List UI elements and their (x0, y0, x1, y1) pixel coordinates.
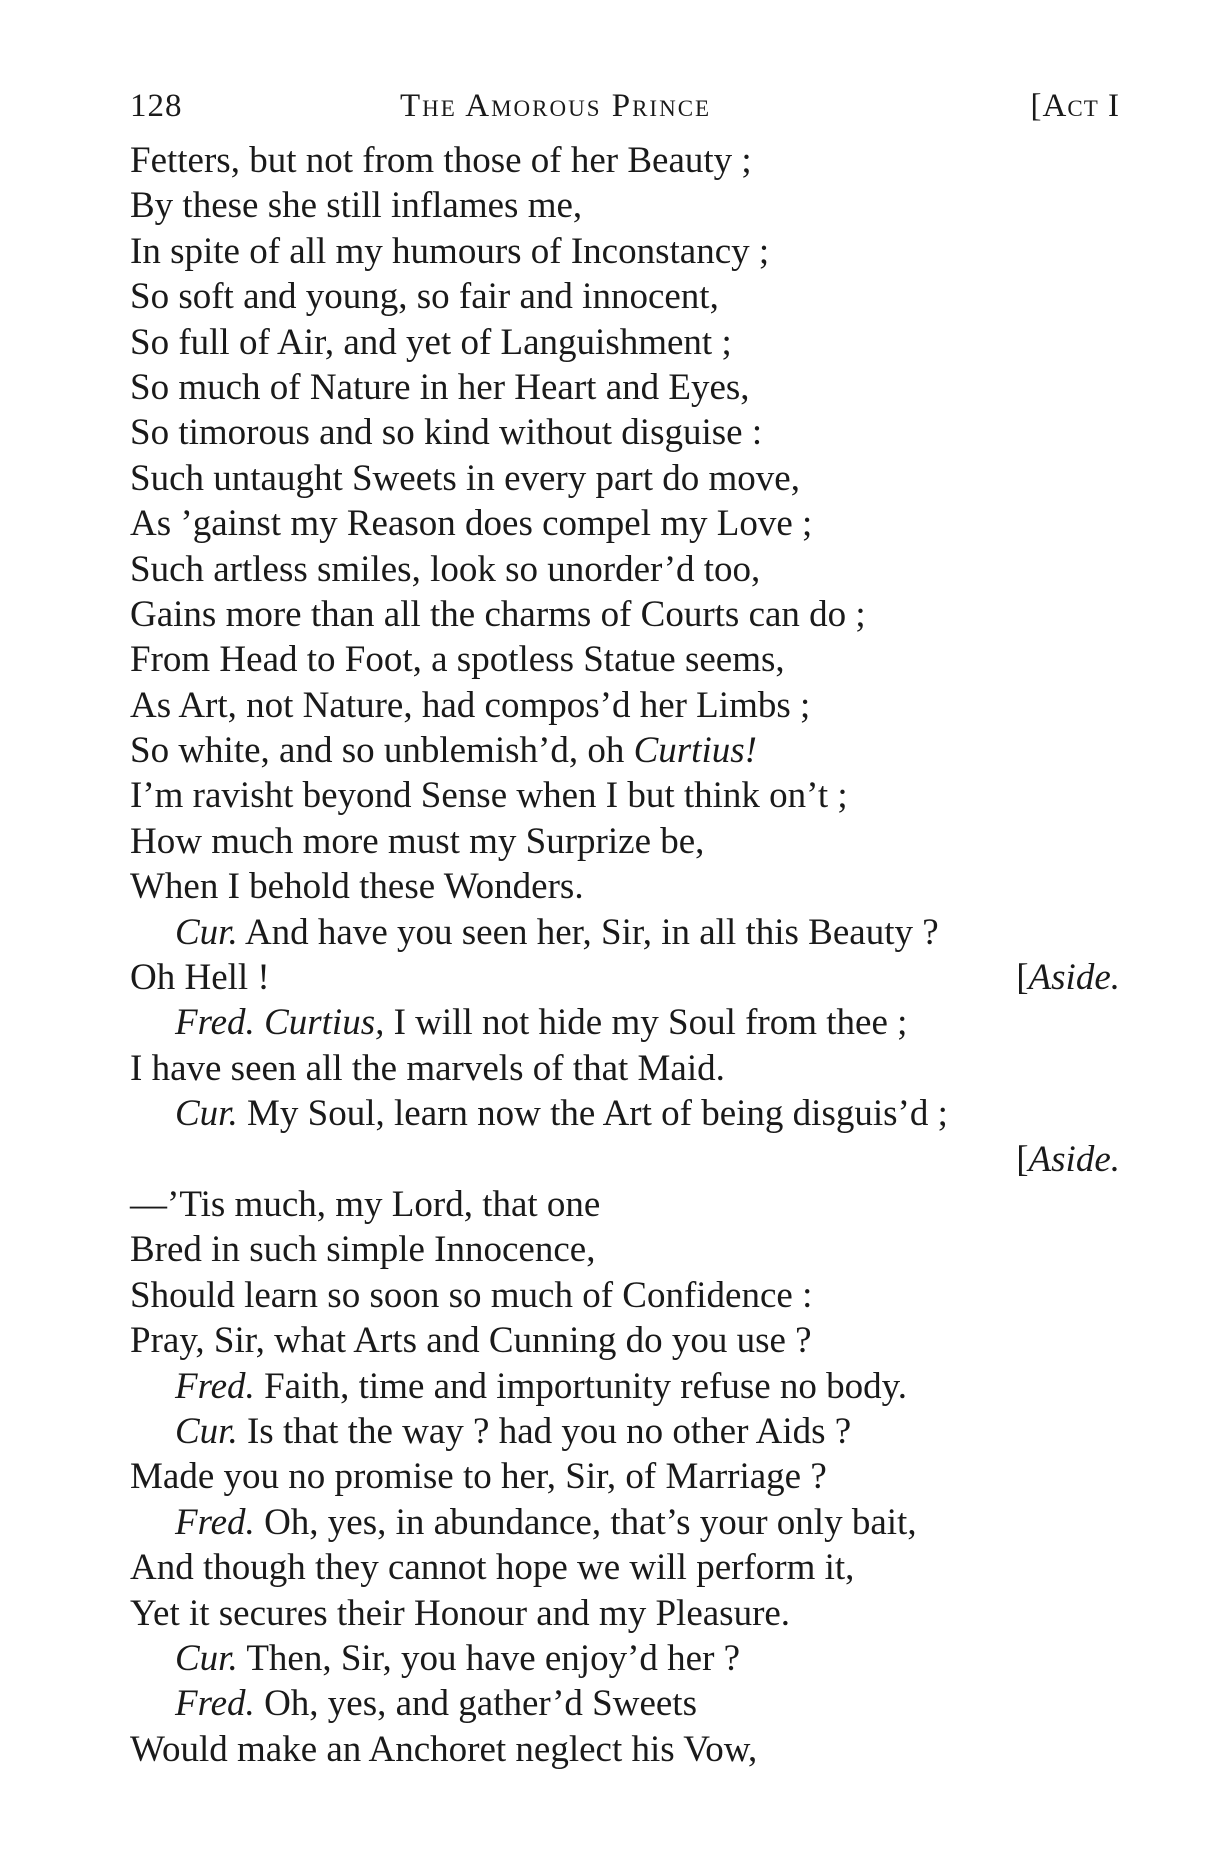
line-text: Is that the way ? had you no other Aids ? (237, 1410, 852, 1452)
line-text: My Soul, learn now the Art of being disguis’d ; (237, 1093, 948, 1135)
stage-direction-text: Aside. (1028, 1138, 1120, 1180)
verse-line (130, 728, 1120, 773)
speaker-label: Fred. (175, 1365, 255, 1407)
speech-line (130, 1500, 1120, 1545)
speaker-label: Cur. (175, 1093, 238, 1135)
verse-line: From Head to Foot, a spotless Statue seems, (130, 639, 785, 681)
line-text: Faith, time and importunity refuse no body. (254, 1365, 908, 1407)
verse-line: In spite of all my humours of Inconstancy ; (130, 230, 770, 272)
character-name: Curtius! (633, 730, 757, 772)
verse-line: So much of Nature in her Heart and Eyes, (130, 366, 750, 408)
speaker-label: Cur. (175, 1637, 238, 1679)
stage-direction-line (130, 1137, 1120, 1182)
verse-line: When I behold these Wonders. (130, 866, 584, 908)
verse-line: So full of Air, and yet of Languishment ; (130, 321, 732, 363)
verse-line: Gains more than all the charms of Courts can do ; (130, 593, 866, 635)
verse-line: Pray, Sir, what Arts and Cunning do you use ? (130, 1320, 812, 1362)
verse-line (130, 955, 1120, 1000)
stage-direction-bracket: [ (1016, 957, 1029, 999)
speaker-label: Fred. (175, 1002, 255, 1044)
speaker-label: Cur. (175, 911, 238, 953)
verse-line: So soft and young, so fair and innocent, (130, 276, 719, 318)
page-number: 128 (130, 88, 183, 124)
verse-line: Such artless smiles, look so unorder’d too, (130, 548, 761, 590)
line-text: And have you seen her, Sir, in all this Beauty ? (237, 911, 939, 953)
line-text: Then, Sir, you have enjoy’d her ? (237, 1637, 741, 1679)
stage-direction-aside (1016, 955, 1120, 1000)
verse-line: Bred in such simple Innocence, (130, 1229, 596, 1271)
speech-line (130, 1000, 1120, 1045)
line-text: Oh, yes, and gather’d Sweets (254, 1683, 697, 1725)
verse-line: I have seen all the marvels of that Maid. (130, 1047, 725, 1089)
verse-line: As Art, not Nature, had compos’d her Limbs ; (130, 684, 811, 726)
play-text (130, 138, 1120, 1772)
speech-line (130, 1091, 1120, 1136)
verse-line: —’Tis much, my Lord, that one (130, 1183, 601, 1225)
line-text: Oh Hell ! (130, 957, 270, 999)
speaker-label: Cur. (175, 1410, 238, 1452)
line-text: I will not hide my Soul from thee ; (384, 1002, 908, 1044)
act-label: [Act I (1030, 88, 1120, 124)
stage-direction-bracket: [ (1016, 1138, 1029, 1180)
verse-line: Made you no promise to her, Sir, of Marriage ? (130, 1456, 827, 1498)
speaker-label: Fred. (175, 1501, 255, 1543)
line-text (255, 1002, 264, 1043)
speech-line (130, 1364, 1120, 1409)
verse-line: Fetters, but not from those of her Beauty ; (130, 140, 752, 181)
speech-line (130, 1409, 1120, 1454)
running-header (130, 88, 1120, 138)
running-title: The Amorous Prince (400, 88, 712, 124)
line-text: So white, and so unblemish’d, oh (130, 730, 634, 772)
stage-direction-aside (1016, 1137, 1120, 1182)
verse-line: Such untaught Sweets in every part do move, (130, 457, 800, 499)
verse-line: So timorous and so kind without disguise : (130, 412, 763, 454)
verse-line: Yet it secures their Honour and my Pleasure. (130, 1592, 791, 1634)
verse-line: As ’gainst my Reason does compel my Love ; (130, 503, 813, 545)
line-text: Oh, yes, in abundance, that’s your only bait, (254, 1501, 917, 1543)
verse-line: Would make an Anchoret neglect his Vow, (130, 1728, 758, 1770)
speaker-label: Fred. (175, 1683, 255, 1725)
speech-line (130, 1681, 1120, 1726)
speech-line (130, 910, 1120, 955)
verse-line: I’m ravisht beyond Sense when I but think on’t ; (130, 775, 848, 817)
verse-line: Should learn so soon so much of Confidence : (130, 1274, 813, 1316)
verse-line: How much more must my Surprize be, (130, 820, 705, 862)
character-name: Curtius, (264, 1002, 385, 1044)
stage-direction-text: Aside. (1028, 957, 1120, 999)
verse-line: By these she still inflames me, (130, 185, 583, 227)
verse-line: And though they cannot hope we will perform it, (130, 1547, 855, 1589)
speech-line (130, 1636, 1120, 1681)
